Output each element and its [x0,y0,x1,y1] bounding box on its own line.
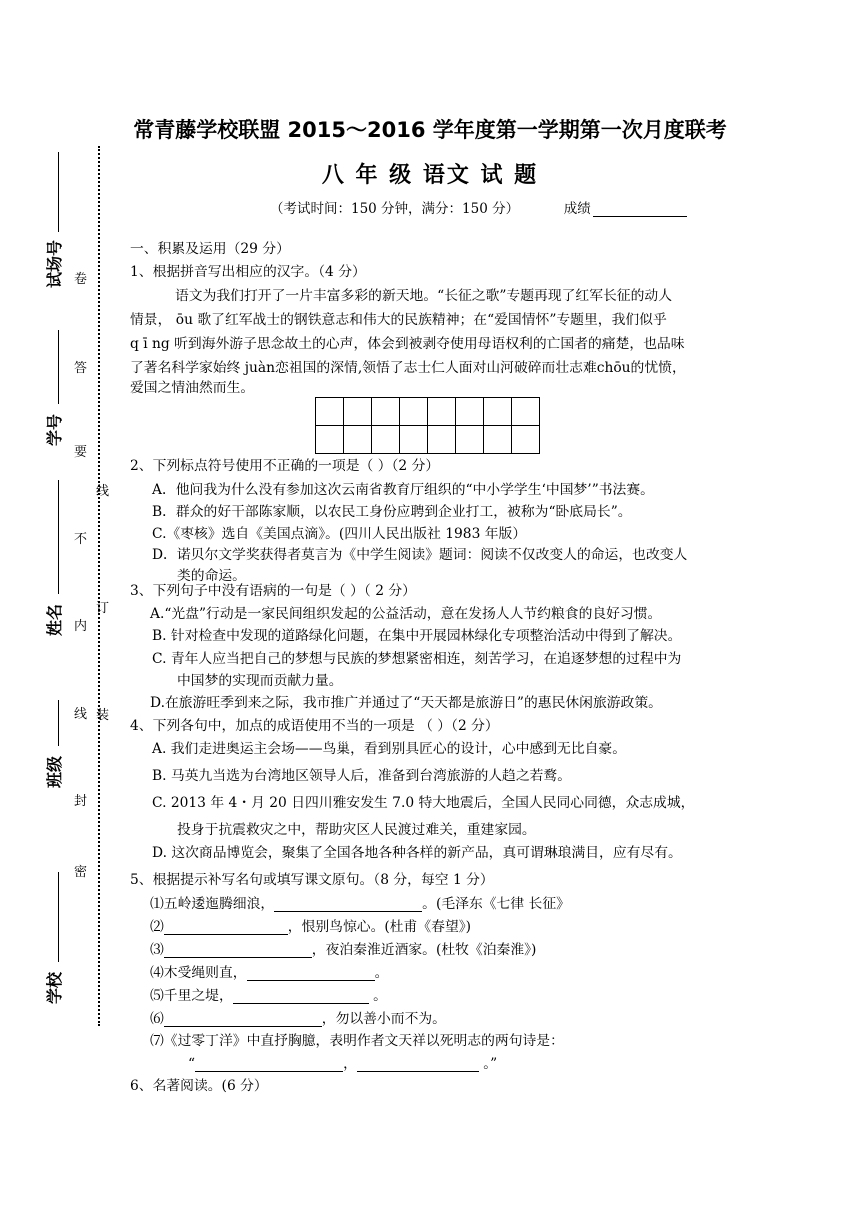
grid-cell[interactable] [316,398,344,426]
option-a: A. 我们走进奥运主会场——鸟巢，看到别具匠心的设计，心中感到无比自豪。 [152,741,627,757]
question-4-stem: 4、下列各句中，加点的成语使用不当的一项是 （ ）（2 分） [130,718,499,734]
grid-cell[interactable] [400,398,428,426]
seal-char-inner: 订 [96,601,110,616]
school-blank[interactable] [58,872,59,962]
fill-prompt: ⑶ [150,942,164,959]
grid-cell[interactable] [372,398,400,426]
fill-source: ，恨别鸟惊心。(杜甫《春望》) [287,919,472,936]
close-quote: 。” [478,1056,498,1073]
grid-cell[interactable] [428,426,456,454]
fill-source: 。 [368,988,387,1005]
option-c-cont: 投身于抗震救灾之中，帮助灾区人民渡过难关，重建家园。 [177,822,536,838]
seal-char-inner: 线 [96,484,110,499]
student-id-blank[interactable] [58,330,59,404]
fill-blank[interactable] [274,897,422,912]
option-d: D. 这次商品博览会，聚集了全国各地各种各样的新产品，真可谓琳琅满目，应有尽有。 [152,845,682,861]
answer-grid[interactable] [315,397,540,454]
exam-info [270,197,687,217]
fill-source: ，勿以善小而不为。 [321,1011,446,1028]
question-3-stem: 3、下列句子中没有语病的一句是（ ）（ 2 分） [130,583,416,599]
option-d: D.在旅游旺季到来之际，我市推广并通过了“天天都是旅游日”的惠民休闲旅游政策。 [150,695,662,711]
seal-char: 封 [74,794,88,809]
fill-item-2 [150,920,471,935]
option-d-cont: 类的命运。 [177,568,246,584]
fill-prompt: ⑸千里之堤， [150,988,233,1005]
grid-cell[interactable] [456,426,484,454]
passage-line: 爱国之情油然而生。 [130,380,255,396]
fill-item-7-answer [188,1057,497,1072]
question-1-stem: 1、根据拼音写出相应的汉字。（4 分） [130,264,366,280]
label-exam-room: 试场号 [45,239,64,288]
option-b: B．群众的好干部陈家顺，以农民工身份应聘到企业打工，被称为“卧底局长”。 [152,504,632,520]
fill-source: 。(毛泽东《七律 长征》 [422,896,570,913]
grid-cell[interactable] [344,426,372,454]
fill-blank[interactable] [164,1012,322,1027]
fill-blank[interactable] [357,1057,479,1072]
fill-prompt: ⑴五岭逶迤腾细浪， [150,896,275,913]
class-blank[interactable] [58,700,59,746]
exam-title: 常青藤学校联盟 2015～2016 学年度第一学期第一次月度联考 [133,118,727,142]
option-b: B. 马英九当选为台湾地区领导人后，准备到台湾旅游的人趋之若鹜。 [152,768,572,784]
grid-cell[interactable] [344,398,372,426]
grid-cell[interactable] [400,426,428,454]
grid-cell[interactable] [484,426,512,454]
fill-blank[interactable] [233,989,369,1004]
option-b: B. 针对检查中发现的道路绿化问题，在集中开展园林绿化专项整治活动中得到了解决。 [152,628,682,644]
question-2-stem: 2、下列标点符号使用不正确的一项是（ ）（2 分） [130,458,440,474]
option-c: C.《枣核》选自《美国点滴》。(四川人民出版社 1983 年版） [152,526,527,542]
seal-char: 要 [74,445,88,460]
open-quote: “ [188,1056,196,1073]
seal-char: 答 [74,361,88,376]
option-a: A．他问我为什么没有参加这次云南省教育厅组织的“中小学学生‘中国梦’”书法赛。 [152,482,654,498]
fill-prompt: ⑷木受绳则直， [150,965,247,982]
exam-time-info: （考试时间：150 分钟，满分：150 分） [270,201,520,217]
fill-blank[interactable] [195,1057,343,1072]
fill-item-3 [150,943,536,958]
fill-blank[interactable] [164,920,288,935]
seal-char: 不 [74,532,88,547]
exam-subtitle: 八 年 级 语文 试 题 [321,163,539,188]
name-blank[interactable] [58,480,59,594]
grid-cell[interactable] [428,398,456,426]
label-name: 姓名 [45,603,64,636]
grid-cell[interactable] [512,398,540,426]
fill-blank[interactable] [247,966,375,981]
fill-item-5 [150,989,387,1004]
passage-line: 了著名科学家始终 juàn恋祖国的深情,领悟了志士仁人面对山河破碎而壮志难chōu的忧愤， [130,360,686,376]
seal-char: 密 [74,865,88,880]
exam-room-blank[interactable] [58,152,59,232]
passage-line: 情景， ōu 歌了红军战士的钢铁意志和伟大的民族精神；在“爱国情怀”专题里，我们似乎 [130,312,667,328]
option-a: A.“光盘”行动是一家民间组织发起的公益活动，意在发扬人人节约粮食的良好习惯。 [150,606,662,622]
label-school: 学校 [45,971,64,1004]
grid-cell[interactable] [484,398,512,426]
option-d: D．诺贝尔文学奖获得者莫言为《中学生阅读》题词：阅读不仅改变人的命运，也改变人 [152,547,688,563]
passage-line: 语文为我们打开了一片丰富多彩的新天地。“长征之歌”专题再现了红军长征的动人 [175,288,672,304]
fill-item-4 [150,966,388,981]
fill-blank[interactable] [164,943,312,958]
option-c: C. 青年人应当把自己的梦想与民族的梦想紧密相连，刻苦学习，在追逐梦想的过程中为 [152,651,682,667]
grid-cell[interactable] [512,426,540,454]
grid-cell[interactable] [372,426,400,454]
label-class: 班级 [45,755,64,788]
seal-char: 内 [74,619,88,634]
question-5-stem: 5、根据提示补写名句或填写课文原句。（8 分，每空 1 分） [130,872,494,888]
fill-source: ，夜泊秦淮近酒家。(杜牧《泊秦淮》) [311,942,537,959]
section-heading: 一、积累及运用（29 分） [130,241,290,257]
fill-item-6 [150,1012,446,1027]
fill-prompt: ⑵ [150,919,164,936]
score-label: 成绩 [563,201,591,217]
seal-char: 卷 [74,272,88,287]
fill-prompt: ⑹ [150,1011,164,1028]
question-6-stem: 6、名著阅读。(6 分） [130,1078,268,1094]
grid-cell[interactable] [456,398,484,426]
comma: ， [343,1056,357,1073]
seal-char: 线 [74,707,88,722]
passage-line: q ī ng 听到海外游子思念故土的心声，体会到被剥夺使用母语权利的亡国者的痛楚，也品味 [130,336,685,352]
seal-char-inner: 装 [96,708,110,723]
grid-cell[interactable] [316,426,344,454]
fill-source: 。 [374,965,389,982]
option-c-cont: 中国梦的实现而贡献力量。 [177,673,343,689]
score-blank[interactable] [593,202,687,217]
fill-item-1 [150,897,570,912]
label-student-id: 学号 [45,413,64,446]
seal-dotted-line [98,146,100,1026]
option-c: C. 2013 年 4・月 20 日四川雅安发生 7.0 特大地震后，全国人民同心同德，众志成城， [152,795,695,811]
fill-item-7: ⑺《过零丁洋》中直抒胸臆，表明作者文天祥以死明志的两句诗是： [150,1033,564,1049]
